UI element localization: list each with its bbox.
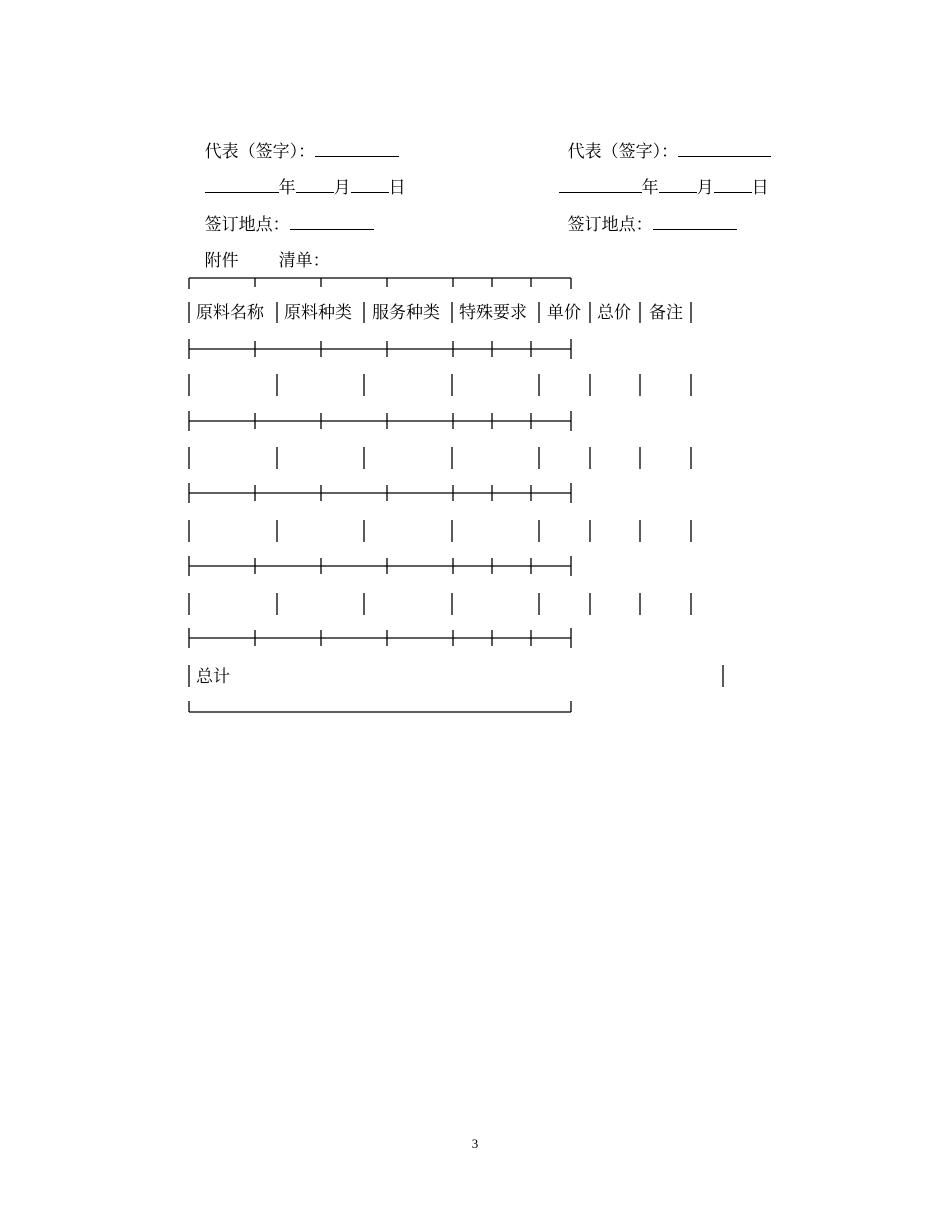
table-header-cell: 备注 [649, 303, 683, 323]
right-month-label: 月 [696, 178, 714, 198]
left-representative-label: 代表（签字）： [204, 142, 316, 162]
left-day-label: 日 [388, 178, 406, 198]
left-year-label: 年 [278, 178, 296, 198]
left-place-label: 签订地点： [204, 215, 290, 235]
table-header-cell: 原料名称 [196, 303, 264, 323]
table-header-cell: 服务种类 [372, 303, 440, 323]
right-place-label: 签订地点： [567, 215, 653, 235]
page-number: 3 [471, 1136, 479, 1151]
table-header-cell: 特殊要求 [459, 303, 527, 323]
table-header-cell: 原料种类 [284, 303, 352, 323]
attachment-label: 附件 [204, 251, 239, 271]
right-representative-label: 代表（签字）： [567, 142, 679, 162]
right-year-label: 年 [641, 178, 659, 198]
table-header-cell: 单价 [547, 303, 581, 323]
attachment-title: 清单： [278, 251, 330, 271]
left-month-label: 月 [333, 178, 351, 198]
table-total-label: 总计 [196, 667, 230, 687]
right-day-label: 日 [751, 178, 769, 198]
table-header-cell: 总价 [597, 303, 631, 323]
